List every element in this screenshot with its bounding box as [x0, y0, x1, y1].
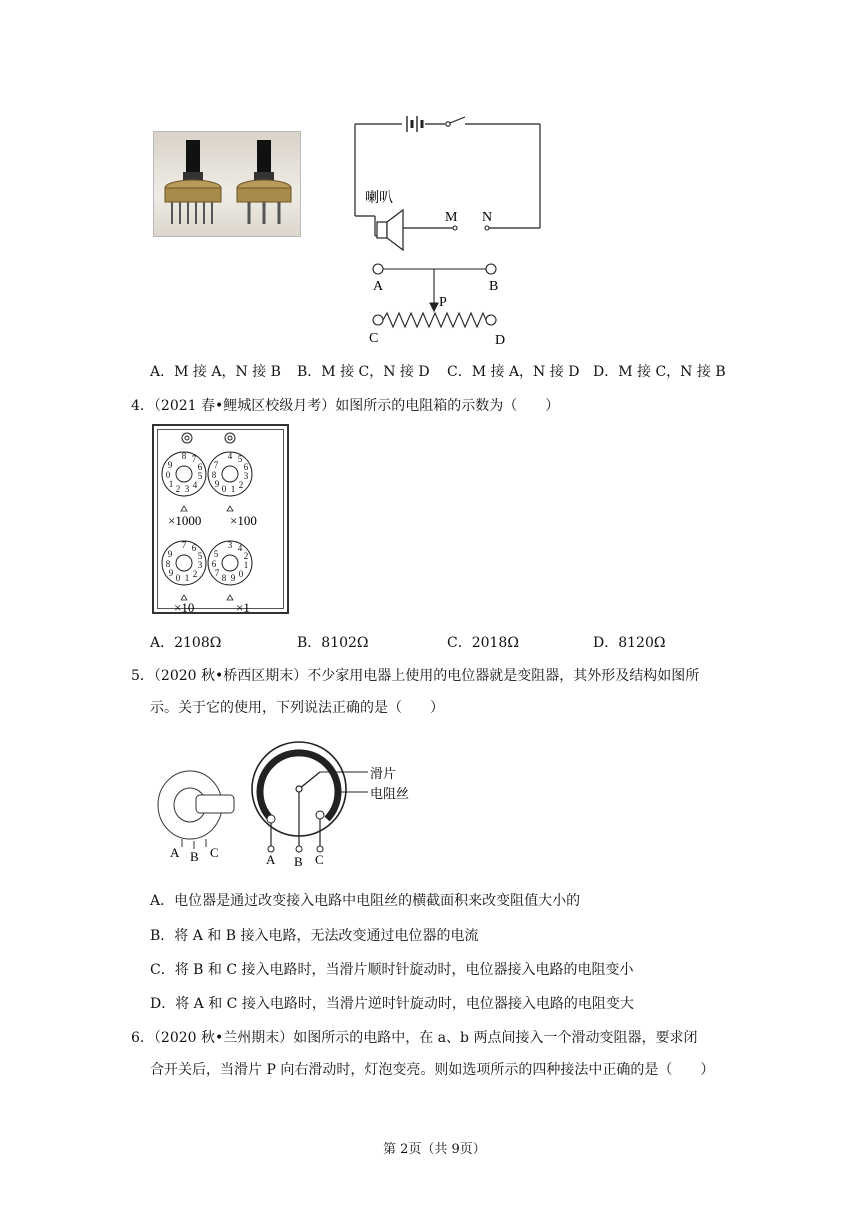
svg-text:3: 3	[227, 540, 233, 550]
svg-text:4: 4	[237, 543, 243, 553]
q4-option-c[interactable]: C．2018Ω	[447, 635, 519, 651]
q3-option-b[interactable]: B．M 接 C，N 接 D	[297, 364, 430, 380]
sketch-label-a: A	[170, 845, 180, 860]
q4-option-d[interactable]: D．8120Ω	[593, 635, 666, 651]
svg-text:0: 0	[221, 484, 227, 494]
battery-icon	[407, 116, 422, 132]
page-footer: 第 2页（共 9页）	[383, 1142, 486, 1157]
dial-label-1: ×1	[236, 600, 250, 612]
q4-option-b[interactable]: B．8102Ω	[297, 635, 369, 651]
svg-text:1: 1	[230, 484, 236, 494]
label-c: C	[369, 331, 379, 346]
q5-stem-line1: 5．（2020 秋•桥西区期末）不少家用电器上使用的电位器就是变阻器，其外形及结构如图所	[131, 668, 700, 684]
svg-text:9: 9	[168, 568, 174, 578]
label-b: B	[489, 279, 499, 294]
q6-stem-line2: 合开关后，当滑片 P 向右滑动时，灯泡变亮。则如选项所示的四种接法中正确的是（ ）	[150, 1062, 715, 1078]
speaker-icon	[377, 210, 403, 250]
potentiometer-sketch	[150, 763, 245, 865]
q5-option-a[interactable]: A．电位器是通过改变接入电路中电阻丝的横截面积来改变阻值大小的	[150, 893, 581, 909]
label-p: P	[439, 295, 447, 310]
q4-stem: 4．（2021 春•鲤城区校级月考）如图所示的电阻箱的示数为（ ）	[131, 398, 560, 414]
q3-option-a[interactable]: A．M 接 A，N 接 B	[150, 364, 281, 380]
svg-text:9: 9	[167, 549, 173, 559]
dial-label-10: ×10	[174, 600, 195, 612]
speaker-circuit-diagram	[345, 108, 555, 350]
speaker-label: 喇叭	[365, 191, 393, 206]
label-d: D	[495, 333, 506, 348]
svg-text:7: 7	[213, 460, 219, 470]
svg-text:5: 5	[197, 471, 203, 481]
svg-text:1: 1	[184, 573, 190, 583]
q4-option-a[interactable]: A．2108Ω	[150, 635, 222, 651]
svg-text:5: 5	[213, 549, 219, 559]
resistance-box-figure	[152, 424, 289, 614]
pointer-triangle-icon	[181, 506, 187, 511]
slider-label: 滑片	[370, 766, 397, 781]
svg-text:6: 6	[191, 543, 197, 553]
terminal-m	[453, 226, 457, 230]
q5-option-d[interactable]: D．将 A 和 C 接入电路时，当滑片逆时针旋动时，电位器接入电路的电阻变大	[150, 996, 634, 1012]
potentiometer-structure-diagram	[248, 737, 428, 869]
q3-option-c[interactable]: C．M 接 A，N 接 D	[447, 364, 580, 380]
svg-text:3: 3	[197, 560, 203, 570]
svg-text:1: 1	[243, 560, 249, 570]
svg-text:9: 9	[214, 479, 220, 489]
svg-text:8: 8	[221, 573, 227, 583]
dial-label-1000: ×1000	[168, 513, 202, 528]
svg-text:9: 9	[167, 460, 173, 470]
svg-text:5: 5	[197, 551, 203, 561]
q6-stem-line1: 6．（2020 秋•兰州期末）如图所示的电路中，在 a、b 两点间接入一个滑动变阻器，要求闭	[131, 1030, 698, 1046]
svg-text:8: 8	[211, 470, 217, 480]
terminal-n	[485, 226, 489, 230]
sketch-label-c: C	[210, 845, 219, 860]
svg-text:7: 7	[191, 454, 197, 464]
svg-text:2: 2	[192, 569, 198, 579]
label-n: N	[482, 210, 493, 225]
label-a: A	[373, 279, 384, 294]
wire-label: 电阻丝	[370, 786, 410, 801]
svg-text:0: 0	[238, 569, 244, 579]
slider-arm	[299, 772, 320, 789]
svg-text:5: 5	[237, 454, 243, 464]
pointer-triangle-icon	[227, 506, 233, 511]
pointer-triangle-icon	[227, 595, 233, 600]
diagram-label-c: C	[315, 852, 324, 867]
svg-text:3: 3	[243, 471, 249, 481]
svg-text:1: 1	[168, 479, 174, 489]
svg-text:2: 2	[238, 480, 244, 490]
sketch-label-b: B	[190, 849, 199, 864]
svg-text:8: 8	[181, 451, 187, 461]
potentiometer-photo	[153, 131, 301, 237]
svg-text:4: 4	[227, 451, 233, 461]
q3-option-d[interactable]: D．M 接 C，N 接 B	[593, 364, 726, 380]
svg-text:6: 6	[243, 462, 249, 472]
q5-option-b[interactable]: B．将 A 和 B 接入电路，无法改变通过电位器的电流	[150, 928, 479, 944]
svg-text:7: 7	[214, 568, 220, 578]
diagram-label-b: B	[294, 854, 303, 869]
q5-stem-line2: 示。关于它的使用，下列说法正确的是（ ）	[150, 700, 444, 716]
svg-text:6: 6	[211, 559, 217, 569]
svg-text:0: 0	[175, 573, 181, 583]
svg-text:2: 2	[243, 551, 249, 561]
diagram-label-a: A	[266, 852, 276, 867]
rheostat-diagram	[373, 264, 499, 327]
switch-icon	[446, 117, 465, 126]
svg-text:3: 3	[184, 484, 190, 494]
svg-text:6: 6	[197, 462, 203, 472]
svg-text:9: 9	[230, 573, 236, 583]
svg-text:4: 4	[192, 480, 198, 490]
q5-option-c[interactable]: C．将 B 和 C 接入电路时，当滑片顺时针旋动时，电位器接入电路的电阻变小	[150, 962, 634, 978]
svg-text:8: 8	[165, 559, 171, 569]
svg-text:2: 2	[175, 484, 181, 494]
dial-label-100: ×100	[230, 513, 257, 528]
svg-text:0: 0	[165, 470, 171, 480]
potentiometer-photo-drawing	[154, 132, 300, 236]
label-m: M	[445, 210, 458, 225]
svg-text:7: 7	[181, 540, 187, 550]
